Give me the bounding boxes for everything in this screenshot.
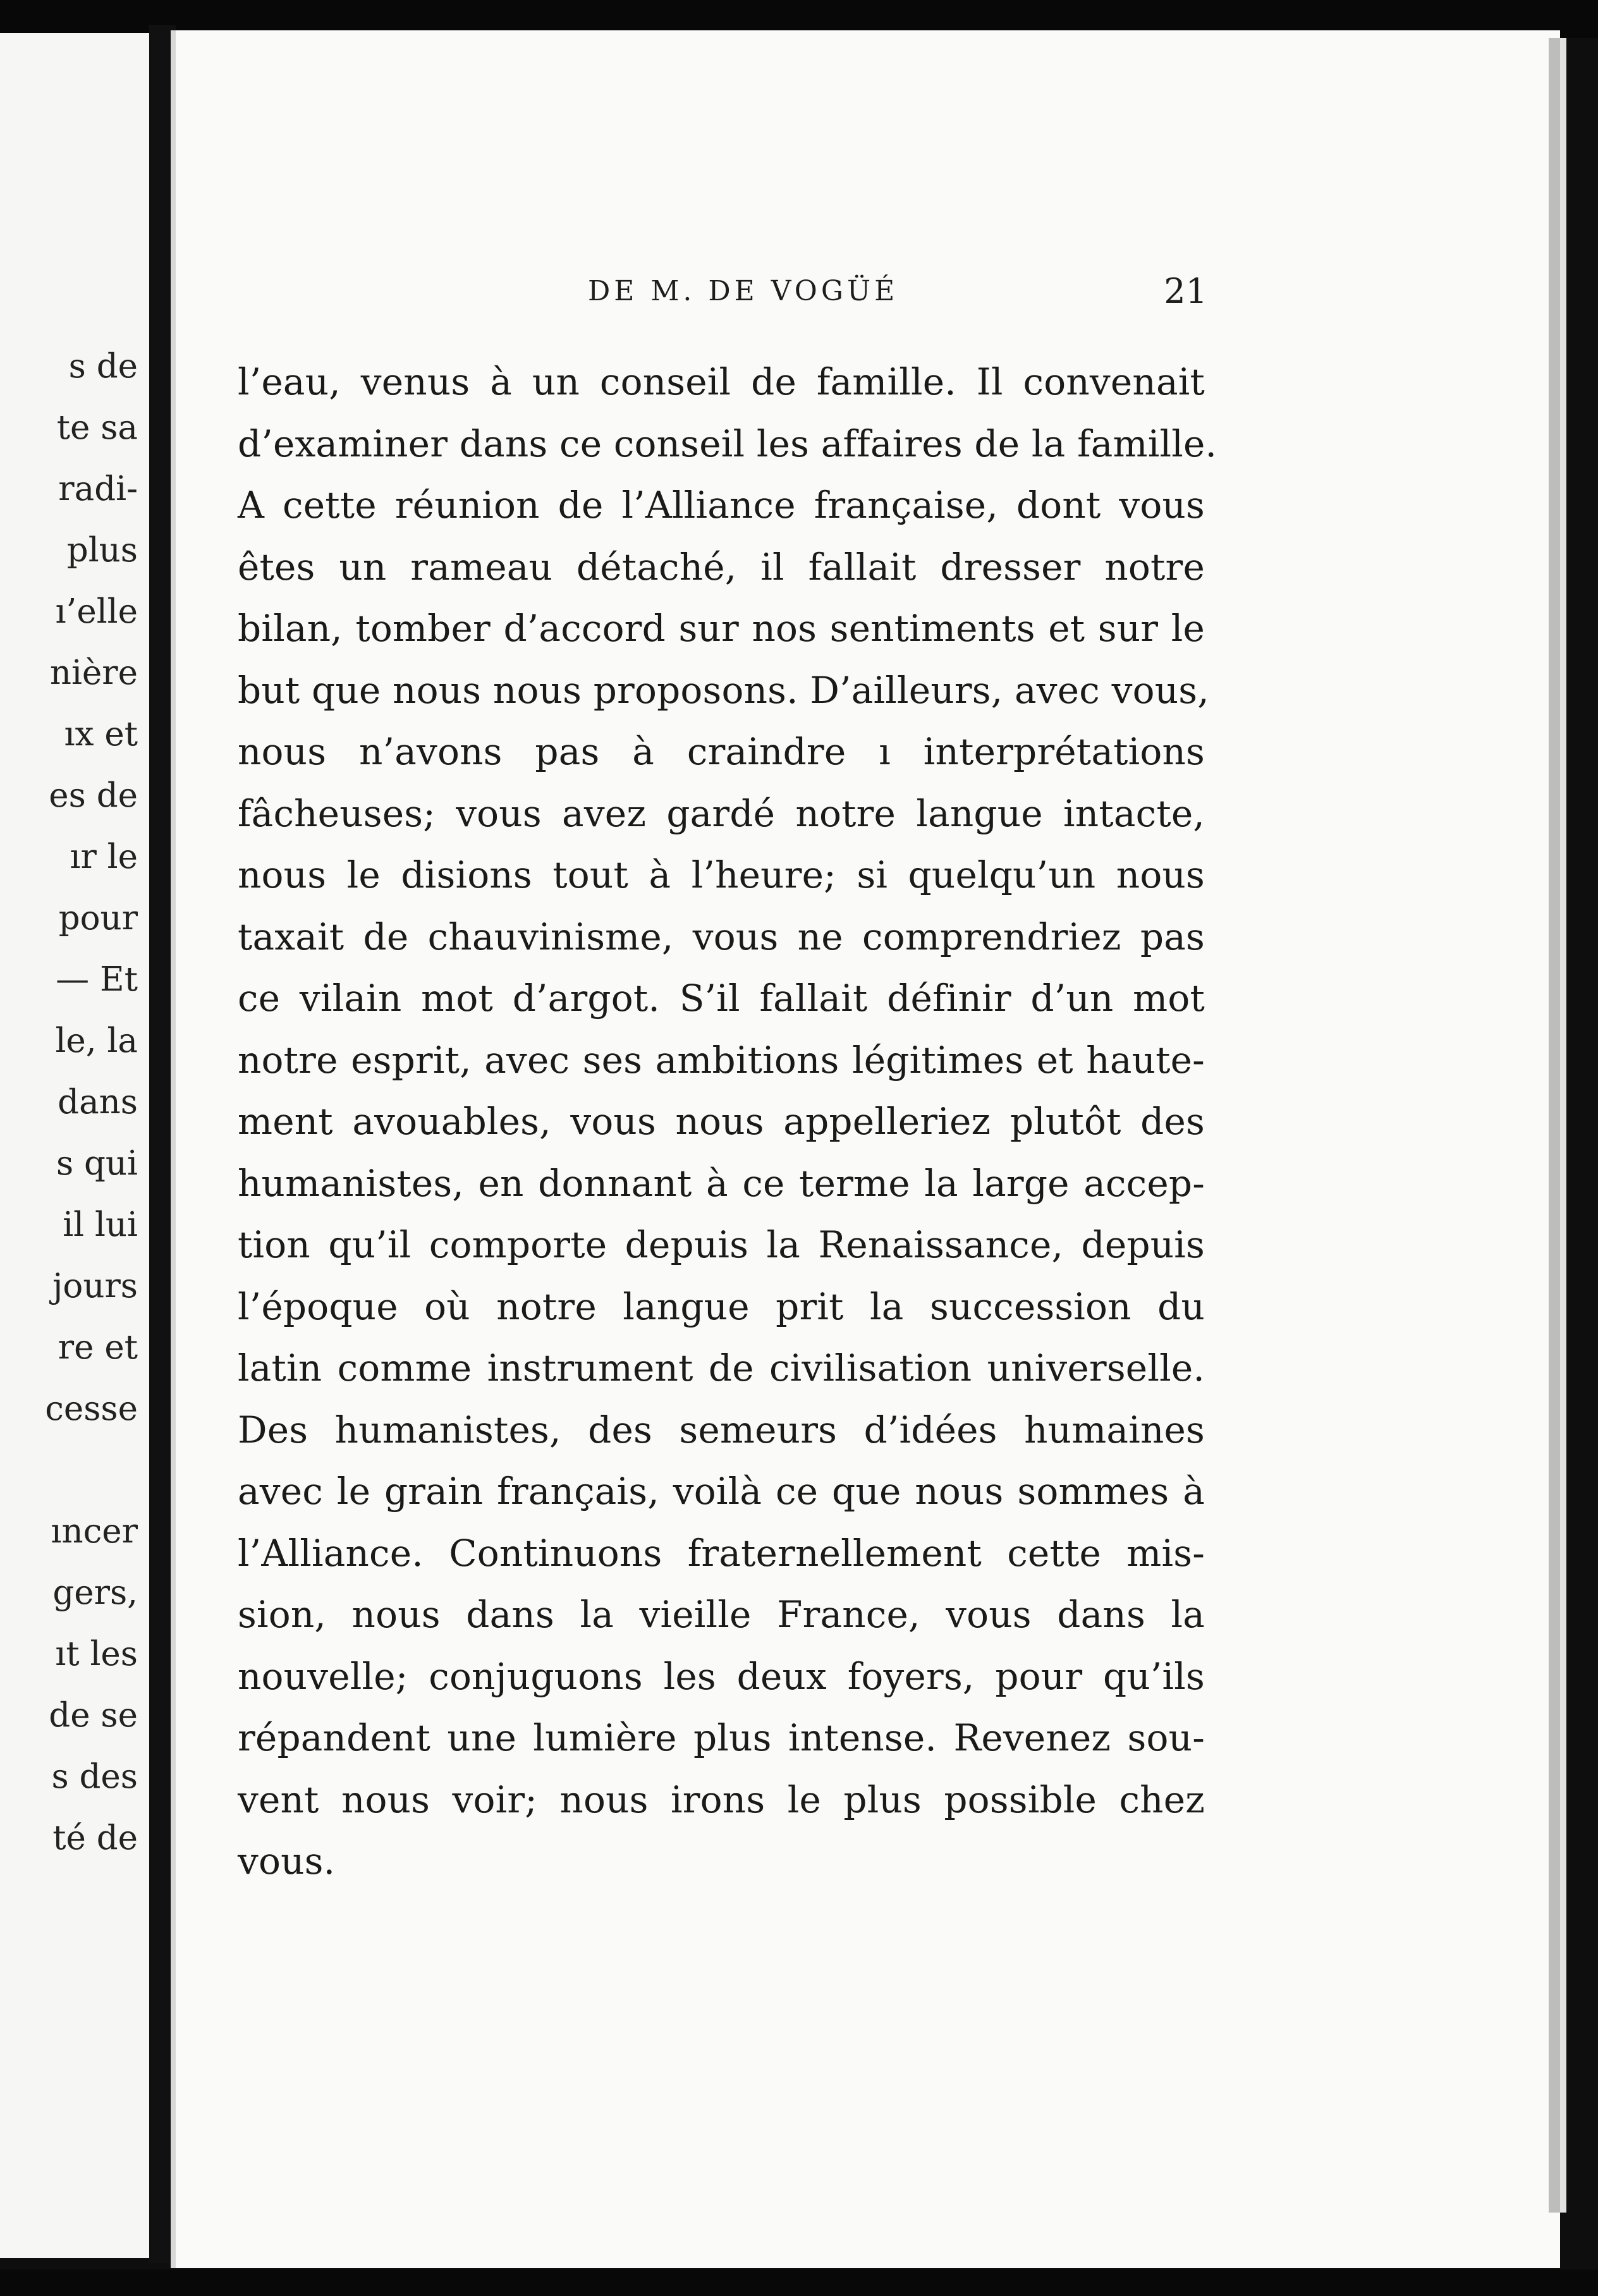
left-page-line: te sa xyxy=(56,408,138,447)
page-edge-highlight xyxy=(1560,38,1566,2213)
text-line: l’Alliance. Continuons fraternellement cette mis- xyxy=(238,1531,1205,1575)
text-line: vous. xyxy=(238,1840,336,1883)
left-page-line: de se xyxy=(49,1696,138,1735)
text-line: fâcheuses; vous avez gardé notre langue intacte, xyxy=(238,791,1205,835)
left-page-fragment xyxy=(0,33,149,2258)
text-line: taxait de chauvinisme, vous ne comprendriez pas xyxy=(238,915,1205,958)
left-page-line: ır le xyxy=(70,838,138,876)
left-page-line: il lui xyxy=(63,1206,138,1244)
text-line: nous le disions tout à l’heure; si quelqu’un nous xyxy=(238,853,1205,896)
left-page-line: le, la xyxy=(55,1022,138,1060)
left-page-line: ı’elle xyxy=(55,592,138,631)
text-line: ce vilain mot d’argot. S’il fallait définir d’un mot xyxy=(238,977,1205,1020)
text-line: latin comme instrument de civilisation universelle. xyxy=(238,1346,1205,1389)
text-line: avec le grain français, voilà ce que nous sommes à xyxy=(238,1470,1205,1513)
text-line: d’examiner dans ce conseil les affaires de la famille. xyxy=(238,422,1217,465)
text-line: notre esprit, avec ses ambitions légitimes et haute- xyxy=(238,1038,1205,1082)
text-line: but que nous nous proposons. D’ailleurs, avec vous, xyxy=(238,668,1209,712)
page-edge-shadow xyxy=(1549,38,1560,2213)
left-page-line: s de xyxy=(68,347,138,386)
left-page-line: té de xyxy=(52,1819,138,1857)
left-page-line: radi- xyxy=(58,470,138,508)
left-page-line: — Et xyxy=(56,960,138,999)
text-line: bilan, tomber d’accord sur nos sentiments et sur le xyxy=(238,607,1205,650)
left-page-line: ıx et xyxy=(64,715,138,754)
left-page-line: es de xyxy=(49,776,138,815)
text-line: l’eau, venus à un conseil de famille. Il convenait xyxy=(238,360,1205,403)
text-line: A cette réunion de l’Alliance française, dont vous xyxy=(238,484,1205,527)
text-line: sion, nous dans la vieille France, vous dans la xyxy=(238,1593,1205,1636)
text-line: l’époque où notre langue prit la succession du xyxy=(238,1285,1205,1328)
left-page-line: jours xyxy=(52,1267,138,1305)
running-head xyxy=(240,271,1207,319)
left-page-line: s des xyxy=(51,1757,138,1796)
page-number: 21 xyxy=(1164,271,1207,311)
left-page-line: nière xyxy=(49,654,138,692)
left-page-line: plus xyxy=(66,531,138,570)
text-line: Des humanistes, des semeurs d’idées humaines xyxy=(238,1408,1205,1451)
left-page-line: ıncer xyxy=(51,1512,138,1551)
text-line: ment avouables, vous nous appelleriez plutôt des xyxy=(238,1100,1205,1143)
left-page-line: ıt les xyxy=(55,1635,138,1673)
text-line: nouvelle; conjuguons les deux foyers, pour qu’ils xyxy=(238,1654,1205,1698)
text-line: tion qu’il comporte depuis la Renaissance, depuis xyxy=(238,1223,1205,1266)
left-page-line: s qui xyxy=(56,1144,138,1183)
scan-bottom-border xyxy=(0,2269,1598,2296)
text-line: vent nous voir; nous irons le plus possible chez xyxy=(238,1778,1205,1821)
left-page-line: dans xyxy=(58,1083,138,1121)
left-page-line: pour xyxy=(58,899,138,937)
running-head-title: DE M. DE VOGÜÉ xyxy=(588,275,899,307)
text-line: humanistes, en donnant à ce terme la large accep- xyxy=(238,1161,1205,1205)
text-line: êtes un rameau détaché, il fallait dresser notre xyxy=(238,545,1205,589)
left-page-line: re et xyxy=(58,1328,138,1367)
left-page-line: gers, xyxy=(52,1573,138,1612)
text-line: répandent une lumière plus intense. Revenez sou- xyxy=(238,1716,1205,1759)
left-page-line: cesse xyxy=(45,1389,138,1428)
text-line: nous n’avons pas à craindre ı interprétations xyxy=(238,730,1205,773)
body-text xyxy=(238,351,1217,1893)
